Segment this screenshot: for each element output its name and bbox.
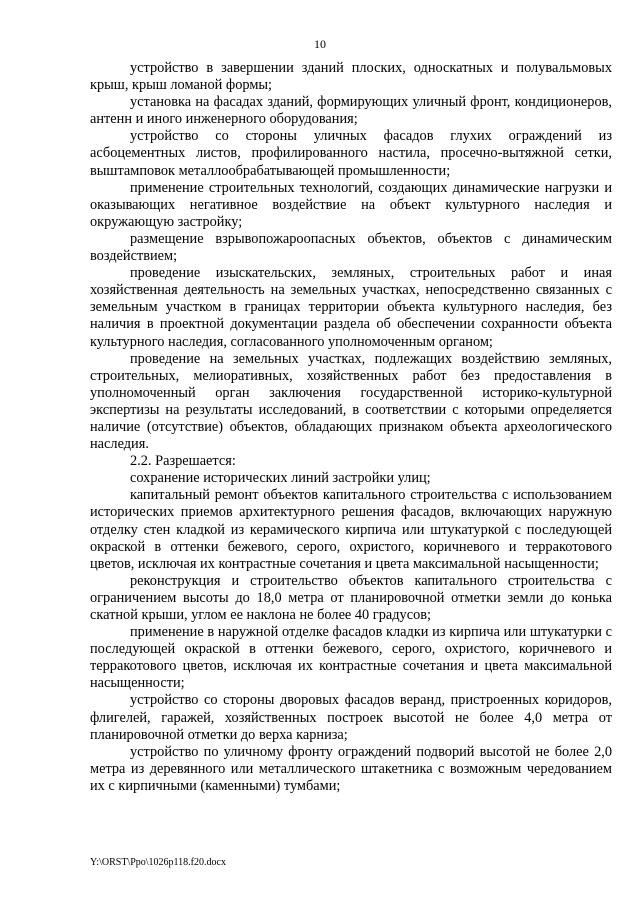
paragraph: применение строительных технологий, создающих динамические нагрузки и оказывающих негативное воздействие на объект культурного наследия и окружающую застройку; [90,179,612,230]
paragraph: устройство со стороны дворовых фасадов веранд, пристроенных коридоров, флигелей, гаражей, хозяйственных построек высотой не более 4,0 метра от планировочной отметки до верха карниза; [90,692,612,743]
footer-file-path: Y:\ORST\Ppo\1026p118.f20.docx [90,857,226,868]
paragraph: проведение на земельных участках, подлежащих воздействию земляных, строительных, мелиоративных, хозяйственных работ без предоставления в уполномоченный орган заключения государственной историко-культурной экспертизы на результаты исследований, в соответствии с которыми определяется наличие (отсутствие) объектов, обладающих признаком объекта археологического наследия. [90,350,612,453]
paragraph: капитальный ремонт объектов капитального строительства с использованием исторических приемов архитектурного решения фасадов, включающих наружную отделку стен кладкой из керамического кирпича или штукатуркой с последующей окраской в оттенки бежевого, серого, охристого, коричневого и терракотового цветов, исключая их контрастные сочетания и цвета максимальной насыщенности; [90,487,612,572]
paragraph: реконструкция и строительство объектов капитального строительства с ограничением высоты до 18,0 метра от планировочной отметки земли до конька скатной крыши, углом ее наклона не более 40 градусов; [90,572,612,623]
paragraph: устройство со стороны уличных фасадов глухих ограждений из асбоцементных листов, профилированного настила, просечно-вытяжной сетки, выштамповок металлообрабатывающей промышленности; [90,128,612,179]
paragraph: устройство по уличному фронту ограждений подворий высотой не более 2,0 метра из деревянного или металлического штакетника с возможным чередованием их с кирпичными (каменными) тумбами; [90,743,612,794]
section-heading: 2.2. Разрешается: [130,453,236,470]
page-number: 10 [314,37,326,51]
paragraph: размещение взрывопожароопасных объектов, объектов с динамическим воздействием; [90,230,612,265]
document-body [90,60,612,795]
paragraph: проведение изыскательских, земляных, строительных работ и иная хозяйственная деятельность на земельных участках, непосредственно связанных с земельным участком в границах территории объекта культурного наследия, без наличия в проектной документации раздела об обеспечении сохранности объекта культурного наследия, согласованного уполномоченным органом; [90,265,612,350]
paragraph: устройство в завершении зданий плоских, односкатных и полувальмовых крыш, крыш ломаной формы; [90,60,612,94]
paragraph: установка на фасадах зданий, формирующих уличный фронт, кондиционеров, антенн и иного инженерного оборудования; [90,94,612,128]
paragraph: применение в наружной отделке фасадов кладки из кирпича или штукатурки с последующей окраской в оттенки бежевого, серого, охристого, коричневого и терракотового цветов, исключая их контрастные сочетания и цвета максимальной насыщенности; [90,624,612,692]
paragraph: сохранение исторических линий застройки улиц; [130,470,431,487]
